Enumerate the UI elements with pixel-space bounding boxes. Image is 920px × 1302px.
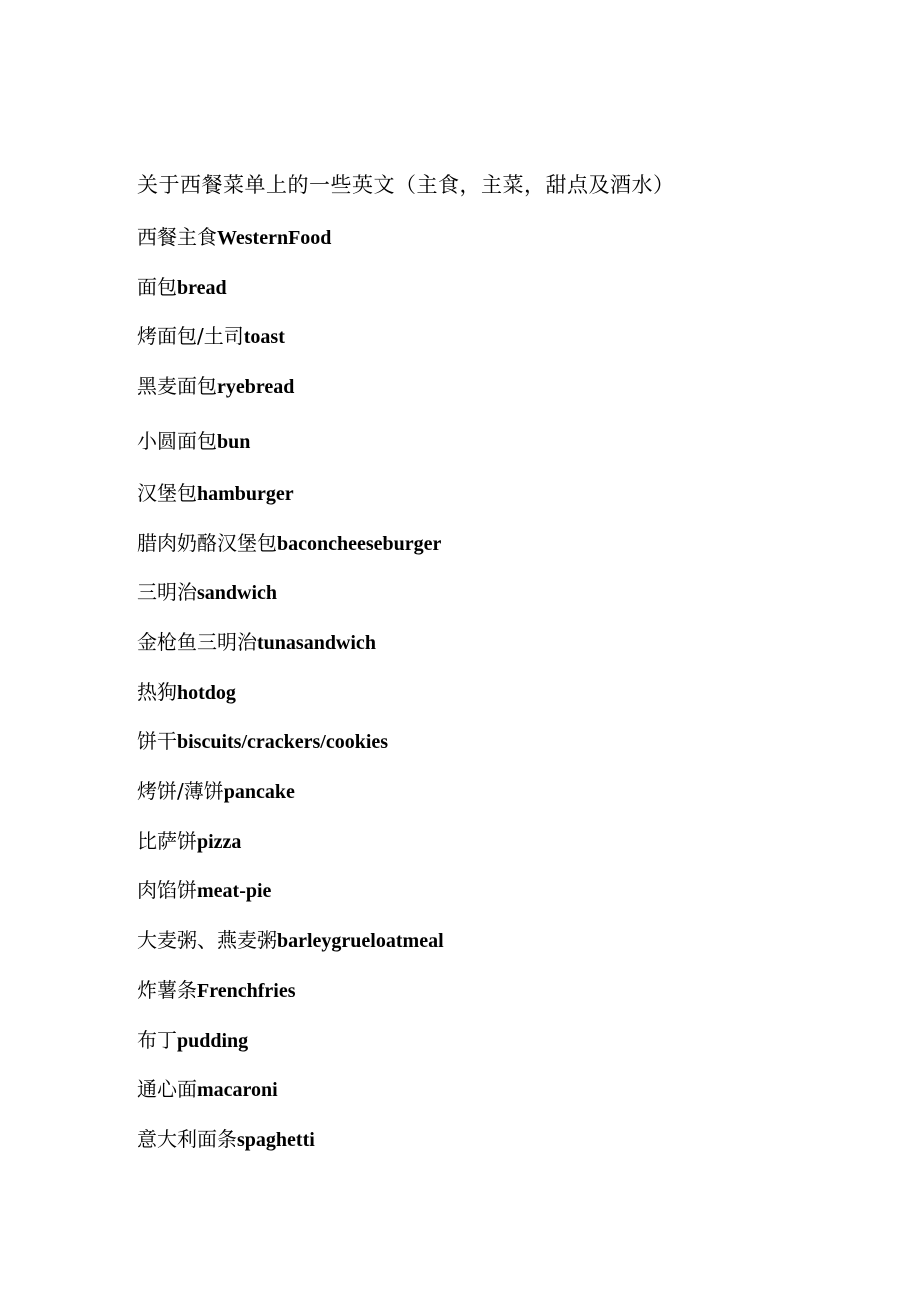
entry-chinese: 饼干 [137, 729, 177, 753]
menu-entry [137, 926, 444, 955]
entry-chinese: 金枪鱼三明治 [137, 630, 257, 654]
menu-entry [137, 827, 241, 856]
menu-entry [137, 1125, 315, 1154]
entry-english: ryebread [217, 376, 295, 398]
entry-chinese: 面包 [137, 275, 177, 299]
menu-entry [137, 678, 236, 707]
entry-chinese: 烤面包/土司 [137, 324, 244, 348]
entry-english: pizza [197, 831, 242, 853]
menu-entry [137, 479, 294, 508]
menu-entry [137, 1026, 248, 1055]
document-title: 关于西餐菜单上的一些英文（主食，主菜，甜点及酒水） [137, 173, 675, 197]
entry-english: baconcheeseburger [277, 533, 442, 555]
entry-english: pudding [177, 1030, 249, 1052]
entry-english: Frenchfries [197, 980, 296, 1002]
entry-english: bun [217, 431, 251, 453]
menu-entry [137, 578, 277, 607]
menu-entry [137, 273, 227, 302]
entry-english: macaroni [197, 1079, 278, 1101]
entry-chinese: 黑麦面包 [137, 374, 217, 398]
entry-english: toast [243, 326, 285, 348]
entry-english: sandwich [197, 582, 278, 604]
entry-english: biscuits/crackers/cookies [177, 731, 389, 753]
entry-chinese: 比萨饼 [137, 829, 197, 853]
entry-chinese: 通心面 [137, 1077, 197, 1101]
entry-english: hamburger [197, 483, 294, 505]
menu-entry [137, 427, 250, 456]
entry-chinese: 布丁 [137, 1028, 177, 1052]
entry-chinese: 意大利面条 [137, 1127, 237, 1151]
entry-english: WesternFood [217, 227, 332, 249]
menu-entry [137, 529, 441, 558]
entry-english: spaghetti [237, 1129, 315, 1151]
entry-chinese: 三明治 [137, 580, 197, 604]
menu-entry [137, 777, 295, 806]
menu-entry [137, 1075, 278, 1104]
entry-chinese: 西餐主食 [137, 225, 217, 249]
entry-chinese: 小圆面包 [137, 429, 217, 453]
entry-english: bread [177, 277, 227, 299]
menu-entry [137, 628, 376, 657]
entry-english: tunasandwich [257, 632, 376, 654]
entry-chinese: 肉馅饼 [137, 878, 197, 902]
entry-chinese: 汉堡包 [137, 481, 197, 505]
entry-chinese: 烤饼/薄饼 [137, 779, 224, 803]
menu-entry [137, 976, 296, 1005]
entry-english: hotdog [177, 682, 236, 704]
entry-chinese: 炸薯条 [137, 978, 197, 1002]
menu-entry [137, 372, 294, 401]
entry-chinese: 大麦粥、燕麦粥 [137, 928, 277, 952]
menu-entry [137, 727, 388, 756]
entry-english: meat-pie [197, 880, 272, 902]
entry-english: barleygrueloatmeal [277, 930, 444, 952]
menu-entry [137, 876, 271, 905]
menu-entry [137, 322, 285, 351]
entry-english: pancake [223, 781, 295, 803]
menu-entry [137, 223, 331, 252]
entry-chinese: 腊肉奶酪汉堡包 [137, 531, 277, 555]
entry-chinese: 热狗 [137, 680, 177, 704]
